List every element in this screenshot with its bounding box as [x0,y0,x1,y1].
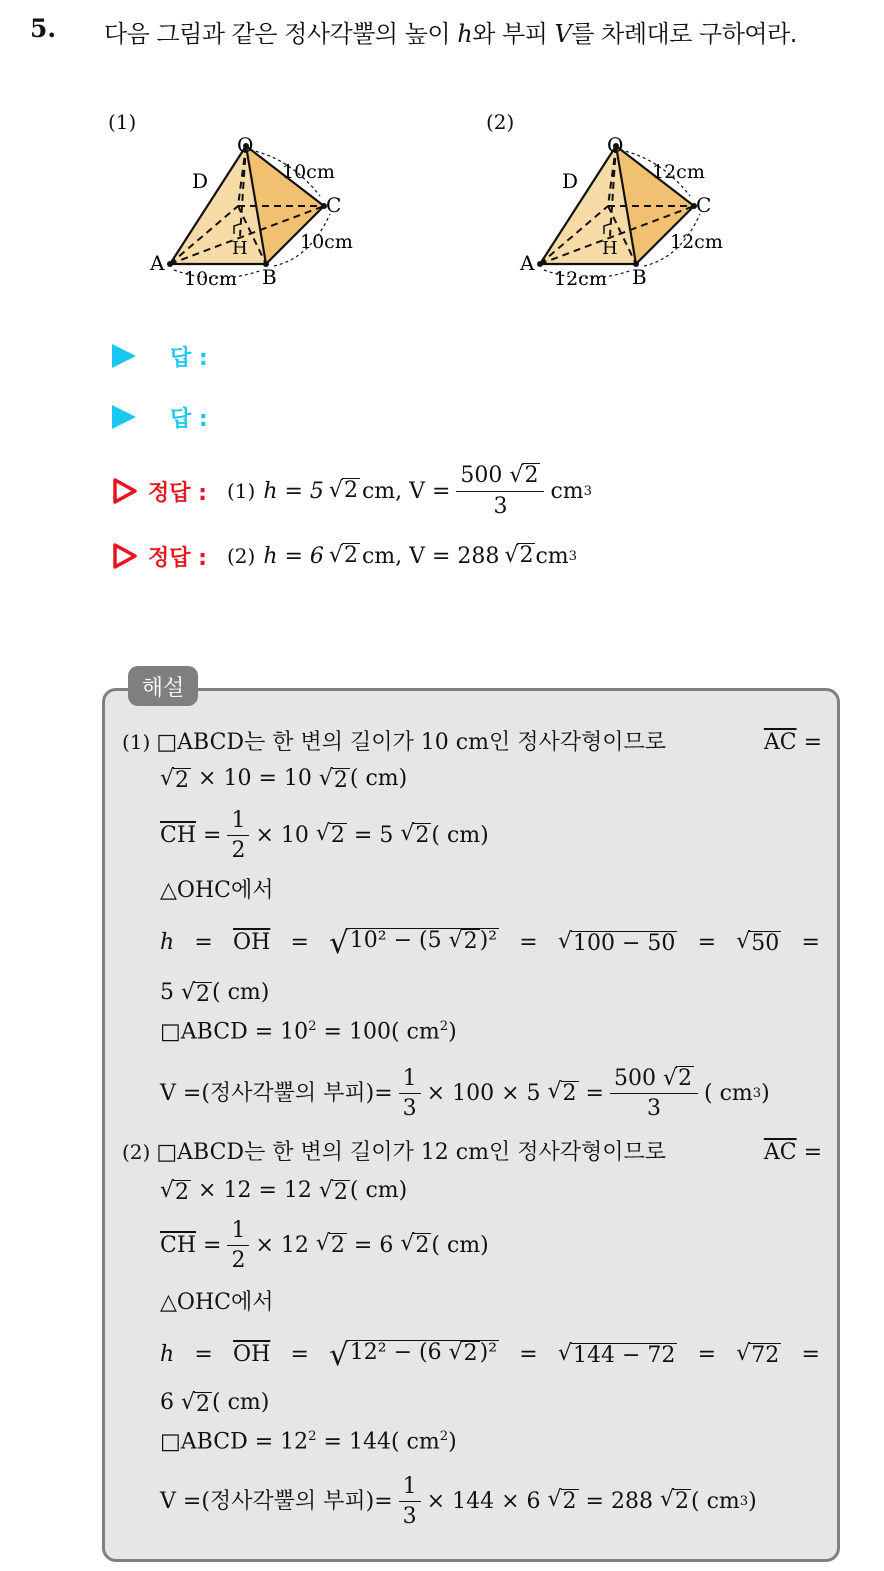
sol1-line6: 5 √ 2 ( cm) [160,980,270,1007]
vertex-c-label: C [326,193,342,217]
correct-answer-1 [112,463,593,519]
answer-blank-2[interactable] [112,397,208,437]
sol2-line8: V =(정사각뿔의 부피)= $\frac{1}{3}$ × 144 × 6 √ 2 = 288 √ 2 ( cm 3 ) [160,1474,757,1530]
question-number: 5. [30,14,57,43]
sol1-line5: h = $\overline{OH}$ = √ 10² − (5 √ 2 )² = √ 100 − 50 = √ 50 = [160,925,820,961]
answer-blank-1[interactable] [112,336,208,376]
edge-oc-label: 12cm [652,161,705,183]
question-text: 다음 그림과 같은 정사각뿔의 높이 h와 부피 V를 차례대로 구하여라. [104,20,797,48]
edge-bc-label: 12cm [670,231,723,253]
vertex-o-label: O [607,133,624,157]
answer-label: 답 : [170,345,208,371]
vertex-h-label: H [602,238,618,259]
edge-ab-label: 10cm [184,268,237,290]
vertex-o-label: O [237,133,254,157]
answer-1-math: (1) h = 5 √ 2 cm, V = 500 √ 2 3 cm 3 [226,463,593,519]
sol2-line2: √ 2 × 12 = 12 √ 2 ( cm) [160,1178,408,1205]
sol1-line3: $\overline{CH}$ = $\frac{1}{2}$ × 10 √ 2 = 5 √ 2 ( cm) [160,808,489,864]
vertex-a-label: A [520,251,535,275]
sol1-line4: △OHC에서 [160,878,274,903]
sol1-line1: (1) □ABCD는 한 변의 길이가 10 cm인 정사각형이므로 $\overline{AC}$ = [122,730,822,755]
pyramid-figure-2 [510,128,750,302]
sol1-line2: √ 2 × 10 = 10 √ 2 ( cm) [160,766,408,793]
edge-oc-label: 10cm [282,161,335,183]
edge-bc-label: 10cm [300,231,353,253]
sol2-line5: h = $\overline{OH}$ = √ 12² − (6 √ 2 )² = √ 144 − 72 = √ 72 = [160,1337,820,1373]
vertex-c-label: C [696,193,712,217]
blue-triangle-icon [112,405,136,429]
correct-answer-label: 정답 : [148,480,207,506]
sol2-line1: (2) □ABCD는 한 변의 길이가 12 cm인 정사각형이므로 $\overline{AC}$ = [122,1140,822,1165]
sol2-line6: 6 √ 2 ( cm) [160,1390,270,1417]
sol2-line3: $\overline{CH}$ = $\frac{1}{2}$ × 12 √ 2 = 6 √ 2 ( cm) [160,1218,489,1274]
vertex-d-label: D [192,169,209,193]
explanation-tag: 해설 [128,666,198,706]
sol2-line7: □ABCD = $12^2 = 144$( $cm^2$) [160,1429,457,1455]
blue-triangle-icon [112,344,136,368]
vertex-a-label: A [150,251,165,275]
correct-answer-label: 정답 : [148,545,207,571]
sol1-line7: □ABCD = $10^2 = 100$( $cm^2$) [160,1019,457,1045]
figure-2-label: (2) [486,110,515,134]
figure-1-label: (1) [108,110,137,134]
red-triangle-icon [112,542,138,570]
pyramid-figure-1 [140,128,380,302]
edge-ab-label: 12cm [554,268,607,290]
vertex-h-label: H [232,238,248,259]
sol1-line8: V =(정사각뿔의 부피)= $\frac{1}{3}$ × 100 × 5 √ 2 = 500 √ 2 3 ( cm 3 ) [160,1066,770,1122]
sol2-line4: △OHC에서 [160,1290,274,1315]
vertex-b-label: B [632,265,647,289]
vertex-b-label: B [262,265,277,289]
correct-answer-2 [112,536,577,576]
answer-2-math: (2) h = 6 √ 2 cm, V = 288 √ 2 cm 3 [226,543,578,569]
answer-label: 답 : [170,406,208,432]
red-triangle-icon [112,477,138,505]
vertex-d-label: D [562,169,579,193]
